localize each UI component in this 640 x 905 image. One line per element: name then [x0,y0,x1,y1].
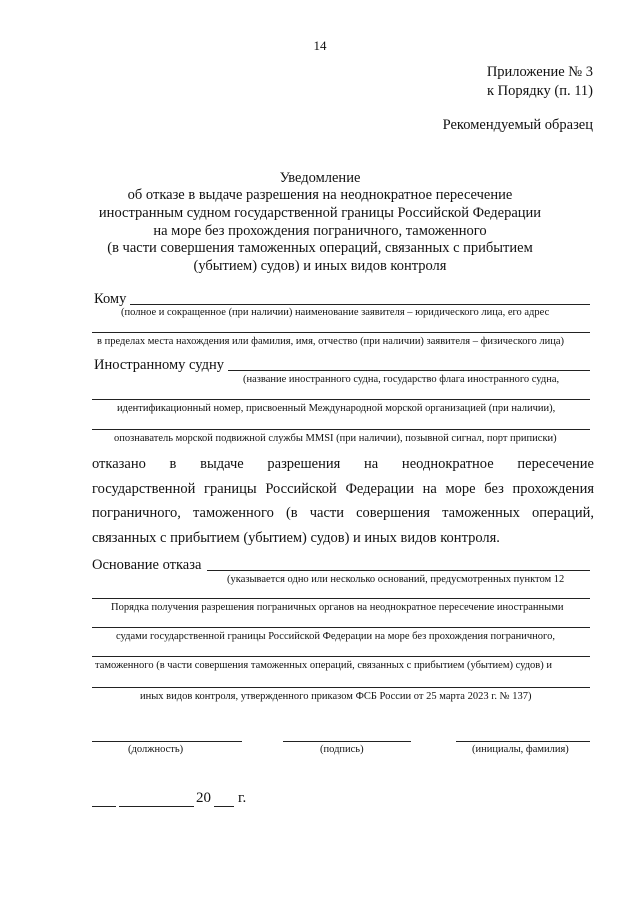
appendix-reference: к Порядку (п. 11) [486,83,593,99]
to-caption-1: (полное и сокращенное (при наличии) наименование заявителя – юридического лица, его адрес [121,307,550,318]
refusal-line-2: государственной границы Российской Федерации на море без прохождения [92,480,594,497]
vessel-field-line-3[interactable] [92,429,590,430]
position-line[interactable] [92,741,242,742]
document-heading: Уведомление [279,170,361,186]
date-year-prefix: 20 [196,790,211,806]
reason-caption-1: (указывается одно или несколько оснований, предусмотренных пунктом 12 [227,574,565,585]
title-line-2: иностранным судном государственной границы Российской Федерации [98,205,542,221]
reason-caption-3: судами государственной границы Российской Федерации на море без прохождения пограничного, [116,631,555,642]
reason-caption-2: Порядка получения разрешения пограничных органов на неоднократное пересечение иностранными [111,602,564,613]
date-year-line[interactable] [214,806,234,807]
recommended-sample-label: Рекомендуемый образец [442,117,593,133]
initials-caption: (инициалы, фамилия) [472,744,569,755]
title-line-5: (убытием) судов) и иных видов контроля [193,258,447,274]
title-line-1: об отказе в выдаче разрешения на неоднократное пересечение [127,187,513,203]
title-line-3: на море без прохождения пограничного, таможенного [153,223,487,239]
signature-line[interactable] [283,741,411,742]
reason-field-line-5[interactable] [92,687,590,688]
date-month-line[interactable] [119,806,194,807]
vessel-caption-1: (название иностранного судна, государство флага иностранного судна, [243,374,560,385]
vessel-caption-3: опознаватель морской подвижной службы MMSI (при наличии), позывной сигнал, порт приписки) [114,433,557,444]
vessel-label: Иностранному судну [94,357,224,373]
to-field-line-2[interactable] [92,332,590,333]
initials-line[interactable] [456,741,590,742]
reason-caption-5: иных видов контроля, утвержденного приказом ФСБ России от 25 марта 2023 г. № 137) [140,691,532,702]
refusal-line-1: отказано в выдаче разрешения на неоднократное пересечение [92,456,594,472]
position-caption: (должность) [128,744,184,755]
reason-label: Основание отказа [92,557,202,573]
to-field-line[interactable] [130,304,590,305]
refusal-line-4: связанных с прибытием (убытием) судов) и иных видов контроля. [92,529,500,546]
signature-caption: (подпись) [320,744,364,755]
page-number: 14 [313,38,327,53]
refusal-line-3: пограничного, таможенного (в части совершения таможенных операций, [92,505,594,521]
vessel-field-line-2[interactable] [92,399,590,400]
reason-field-line-3[interactable] [92,627,590,628]
date-year-suffix: г. [238,790,247,806]
title-line-4: (в части совершения таможенных операций, связанных с прибытием [107,240,533,256]
appendix-number: Приложение № 3 [486,64,593,80]
refusal-paragraph [92,452,594,550]
vessel-field-line[interactable] [228,370,590,371]
reason-caption-4: таможенного (в части совершения таможенных операций, связанных с прибытием (убытием) судов) и [95,660,553,671]
date-day-line[interactable] [92,806,116,807]
to-caption-2: в пределах места нахождения или фамилия, имя, отчество (при наличии) заявителя – физического лица) [97,336,565,347]
reason-field-line[interactable] [207,570,590,571]
reason-field-line-4[interactable] [92,656,590,657]
vessel-caption-2: идентификационный номер, присвоенный Международной морской организацией (при наличии), [117,403,556,414]
to-label: Кому [94,291,127,307]
reason-field-line-2[interactable] [92,598,590,599]
